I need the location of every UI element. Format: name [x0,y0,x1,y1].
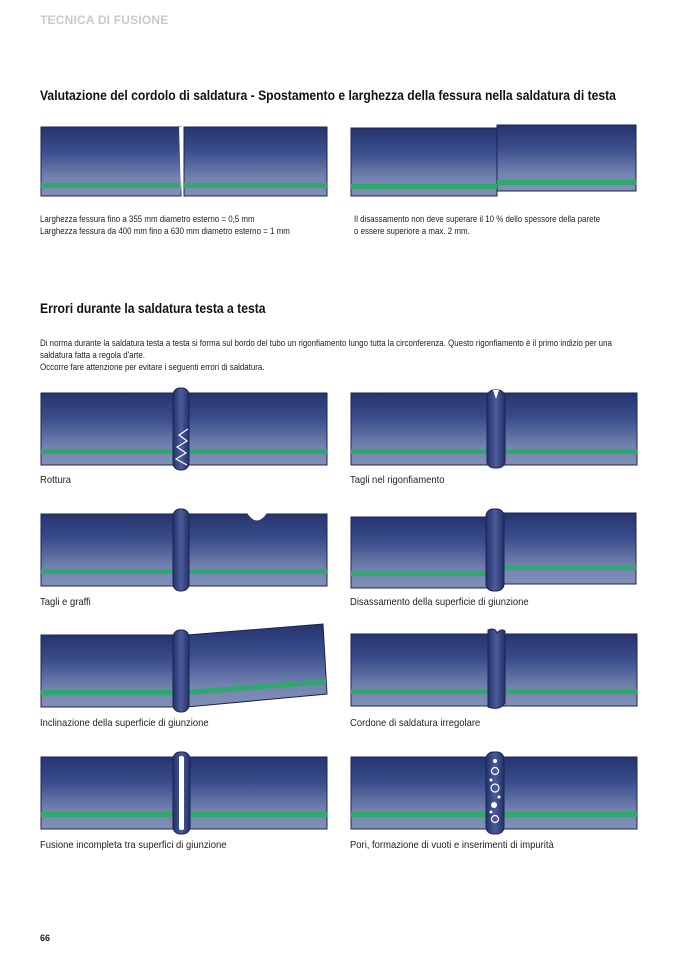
incomplete-fusion-diagram [40,751,328,835]
inclination-diagram [40,623,328,713]
pores-diagram [350,751,638,835]
caption-pori: Pori, formazione di vuoti e inserimenti di impurità [350,839,554,851]
gap-width-note-1: Larghezza fessura fino a 355 mm diametro esterno = 0,5 mm [40,214,255,224]
misalignment-note-1: Il disassamento non deve superare il 10 % dello spessore della parete [354,214,601,224]
section-header: TECNICA DI FUSIONE [40,13,169,27]
crack-diagram [40,387,328,471]
section-title-weld-bead: Valutazione del cordolo di saldatura - Spostamento e larghezza della fessura nella saldatura di testa [40,88,616,103]
misalignment-diagram [350,124,638,198]
caption-disassamento: Disassamento della superficie di giunzione [350,596,529,608]
intro-line-2: saldatura fatta a regola d'arte. [40,350,145,360]
caption-tagli-graffi: Tagli e graffi [40,596,91,608]
scratch-diagram [40,508,328,592]
caption-inclinazione: Inclinazione della superficie di giunzione [40,717,209,729]
caption-cordone: Cordone di saldatura irregolare [350,717,481,729]
irregular-bead-diagram [350,627,638,711]
gap-diagram [40,126,328,196]
gap-width-note-2: Larghezza fessura da 400 mm fino a 630 mm diametro esterno = 1 mm [40,226,290,236]
surface-misalignment-diagram [350,508,638,592]
intro-line-3: Occorre fare attenzione per evitare i seguenti errori di saldatura. [40,362,265,372]
bead-cut-diagram [350,389,638,469]
caption-tagli-rigonfiamento: Tagli nel rigonfiamento [350,474,445,486]
caption-fusione: Fusione incompleta tra superfici di giunzione [40,839,227,851]
caption-rottura: Rottura [40,474,71,486]
section-title-errors: Errori durante la saldatura testa a testa [40,301,266,316]
misalignment-note-2: o essere superiore a max. 2 mm. [354,226,470,236]
page-number: 66 [40,933,51,943]
intro-paragraph [40,337,612,373]
intro-line-1: Di norma durante la saldatura testa a testa si forma sul bordo del tubo un rigonfiamento lungo tutta la circonferenza. Questo rigonfiamento è il primo indizio per una [40,338,612,348]
